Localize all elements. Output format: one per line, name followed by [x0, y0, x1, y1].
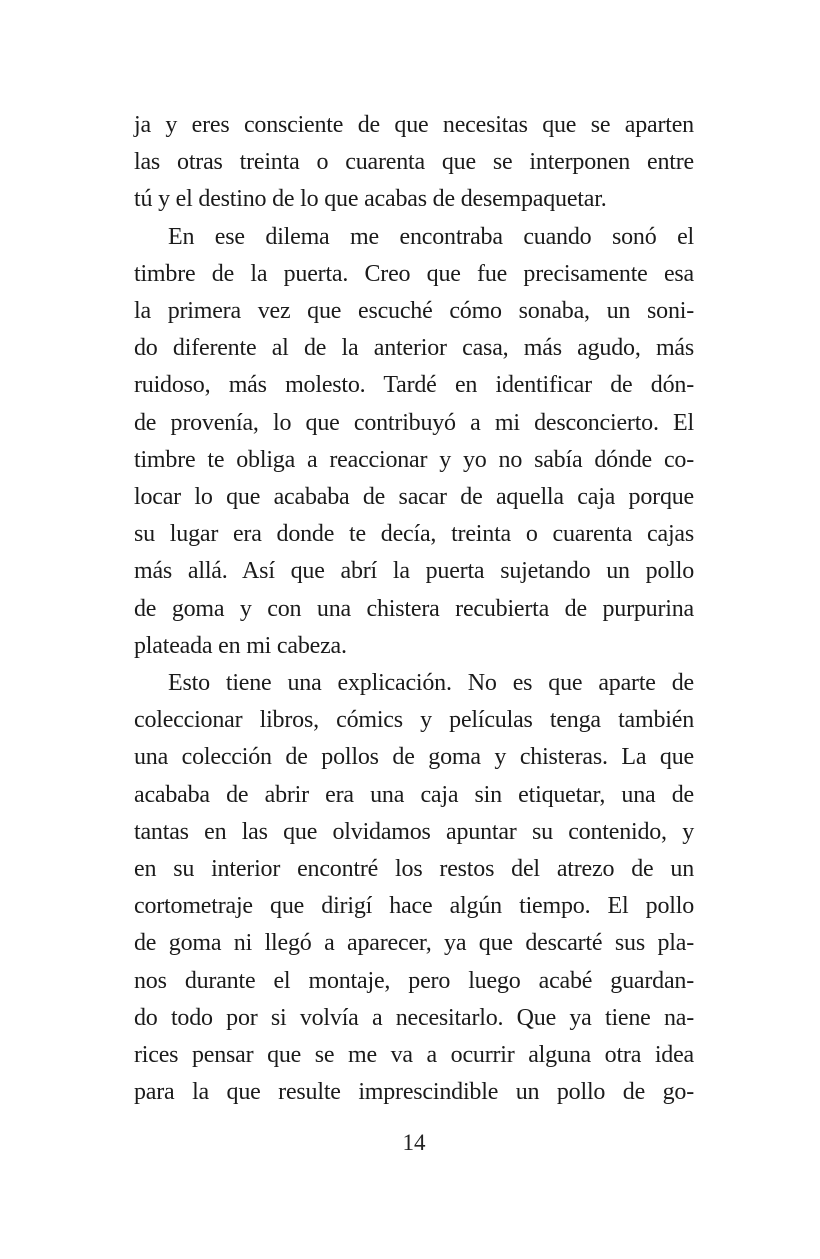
text-line: nos durante el montaje, pero luego acabé guardan- [134, 967, 694, 994]
text-line: su lugar era donde te decía, treinta o cuarenta cajas [134, 521, 694, 548]
text-line: más allá. Así que abrí la puerta sujetando un pollo [134, 558, 694, 585]
text-line: las otras treinta o cuarenta que se interponen entre [134, 149, 694, 176]
paragraph [134, 219, 694, 665]
text-line: una colección de pollos de goma y chisteras. La que [134, 744, 694, 771]
text-line: en su interior encontré los restos del atrezo de un [134, 856, 694, 883]
paragraph [134, 107, 694, 219]
text-line: la primera vez que escuché cómo sonaba, un soni- [134, 298, 694, 325]
text-line: tantas en las que olvidamos apuntar su contenido, y [134, 818, 694, 845]
text-line: de goma y con una chistera recubierta de purpurina [134, 595, 694, 622]
text-line: rices pensar que se me va a ocurrir alguna otra idea [134, 1042, 694, 1069]
text-line: coleccionar libros, cómics y películas tenga también [134, 707, 694, 734]
text-line: ja y eres consciente de que necesitas que se aparten [134, 112, 694, 138]
text-line: de provenía, lo que contribuyó a mi desconcierto. El [134, 409, 694, 436]
text-line: do todo por si volvía a necesitarlo. Que ya tiene na- [134, 1004, 694, 1031]
text-line: plateada en mi cabeza. [134, 632, 347, 659]
text-line: de goma ni llegó a aparecer, ya que descarté sus pla- [134, 930, 694, 957]
page-text [134, 107, 694, 1111]
text-line: acababa de abrir era una caja sin etiquetar, una de [134, 781, 694, 808]
text-line: timbre te obliga a reaccionar y yo no sabía dónde co- [134, 446, 694, 473]
text-line: tú y el destino de lo que acabas de desempaquetar. [134, 186, 607, 213]
page-number: 14 [402, 1130, 426, 1155]
text-line: cortometraje que dirigí hace algún tiempo. El pollo [134, 893, 694, 920]
text-line: timbre de la puerta. Creo que fue precisamente esa [134, 260, 694, 287]
text-line: ruidoso, más molesto. Tardé en identificar de dón- [134, 372, 694, 399]
text-line: para la que resulte imprescindible un pollo de go- [134, 1079, 694, 1106]
text-line: locar lo que acababa de sacar de aquella caja porque [134, 484, 694, 511]
text-line: En ese dilema me encontraba cuando sonó el [168, 223, 694, 250]
text-line: Esto tiene una explicación. No es que aparte de [168, 670, 694, 697]
text-line: do diferente al de la anterior casa, más agudo, más [134, 335, 694, 362]
paragraph [134, 665, 694, 1111]
